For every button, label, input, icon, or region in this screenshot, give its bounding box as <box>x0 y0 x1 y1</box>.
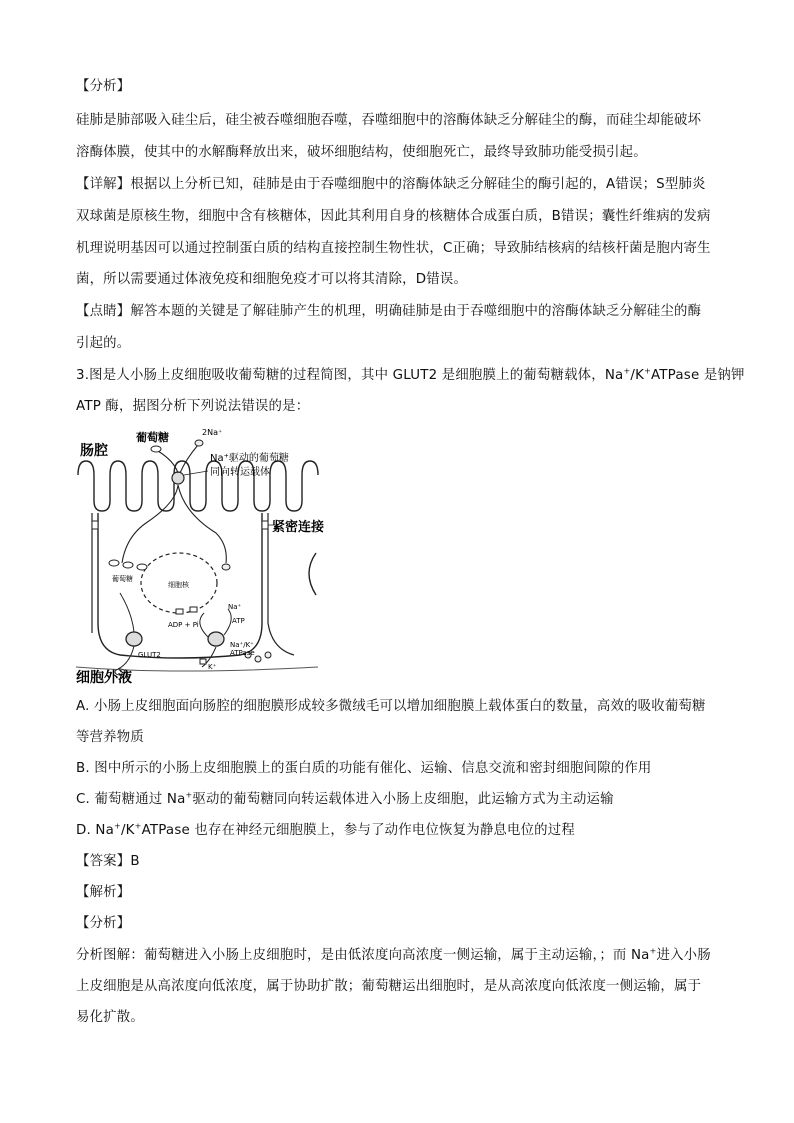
analysis-line-1: 硅肺是肺部吸入硅尘后，硅尘被吞噬细胞吞噬，吞噬细胞中的溶酶体缺乏分解硅尘的酶，而硅尘却能破坏 <box>76 113 702 128</box>
glut2-arrow <box>118 593 134 669</box>
label-adp: ADP + Pi <box>168 621 199 629</box>
tight-junction-right <box>262 521 268 529</box>
symporter-inflow <box>158 445 198 473</box>
glucose-in-3 <box>137 564 147 570</box>
detail-line-3: 机理说明基因可以通过控制蛋白质的结构直接控制生物性状，C正确；导致肺结核病的结核杆菌是胞内寄生 <box>76 241 711 256</box>
sodium-out-3 <box>265 652 271 658</box>
atpase-pump <box>208 632 224 646</box>
sodium-ion <box>195 440 203 446</box>
glucose-in-2 <box>123 562 133 568</box>
label-symporter-2: 同向转运载体 <box>210 467 270 478</box>
label-tight-junction: 紧密连接 <box>272 520 325 535</box>
option-c-sup: + <box>185 790 193 800</box>
label-glucose-inner: 葡萄糖 <box>112 575 133 583</box>
question-sup-1: + <box>623 366 631 376</box>
sodium-in-1 <box>222 564 230 570</box>
option-c <box>76 790 726 810</box>
label-symporter-1: Na⁺驱动的葡萄糖 <box>210 453 289 464</box>
question-sup-2: + <box>644 366 651 376</box>
label-lumen: 肠腔 <box>80 443 108 459</box>
sodium-out-2 <box>255 656 261 662</box>
question-line-1 <box>76 366 745 386</box>
symporter-pointer <box>184 471 208 475</box>
option-d-sup-2: + <box>134 821 142 831</box>
symporter-shape <box>172 472 184 484</box>
analysis2-line-3: 易化扩散。 <box>76 1010 144 1025</box>
microvilli-membrane <box>78 461 318 511</box>
label-extracellular: 细胞外液 <box>76 670 132 685</box>
comment-line-1: 【点睛】解答本题的关键是了解硅肺产生的机理，明确硅肺是由于吞噬细胞中的溶酶体缺乏分解硅尘的酶 <box>76 304 702 319</box>
adp-square-2 <box>190 607 197 612</box>
comment-line-2: 引起的。 <box>76 336 131 351</box>
question-text-a: 3.图是人小肠上皮细胞吸收葡萄糖的过程简图，其中 GLUT2 是细胞膜上的葡萄糖载体，Na <box>76 368 624 383</box>
tight-junction-left <box>92 521 98 529</box>
neighbor-cell-arc <box>309 553 316 595</box>
option-d-text-b: /K <box>120 823 135 838</box>
label-glut2: GLUT2 <box>138 651 161 659</box>
analysis-heading: 【分析】 <box>76 79 131 94</box>
option-b: B. 图中所示的小肠上皮细胞膜上的蛋白质的功能有催化、运输、信息交流和密封细胞间隙的作用 <box>76 761 652 776</box>
option-a-line-2: 等营养物质 <box>76 730 144 745</box>
right-cell-wall <box>240 513 262 655</box>
label-nucleus: 细胞核 <box>168 581 189 589</box>
intestinal-cell-diagram <box>76 423 326 685</box>
left-cell-wall <box>98 513 120 655</box>
question-text-b: /K <box>630 368 645 383</box>
symporter-arrows <box>122 485 226 563</box>
label-glucose-top: 葡萄糖 <box>136 431 169 444</box>
analysis2-text-a: 分析图解：葡萄糖进入小肠上皮细胞时，是由低浓度向高浓度一侧运输，属于主动运输，；而 Na <box>76 948 650 963</box>
detail-line-1: 【详解】根据以上分析已知，硅肺是由于吞噬细胞中的溶酶体缺乏分解硅尘的酶引起的，A错误；S型肺炎 <box>76 177 706 192</box>
label-atpase-2: ATPase <box>230 649 255 657</box>
option-d-text-a: D. Na <box>76 823 115 838</box>
analysis2-heading: 【分析】 <box>76 916 131 931</box>
explain-heading: 【解析】 <box>76 885 131 900</box>
detail-line-4: 菌，所以需要通过体液免疫和细胞免疫才可以将其清除，D错误。 <box>76 272 468 287</box>
detail-line-2: 双球菌是原核生物，细胞中含有核糖体，因此其利用自身的核糖体合成蛋白质，B错误；囊性纤维病的发病 <box>76 209 711 224</box>
label-atpase-1: Na⁺/K⁺ <box>230 641 254 649</box>
adp-square-1 <box>176 609 183 614</box>
question-line-2: ATP 酶，据图分析下列说法错误的是： <box>76 399 310 414</box>
answer: 【答案】B <box>76 854 140 869</box>
glucose-molecule <box>151 446 161 452</box>
analysis-line-2: 溶酶体膜，使其中的水解酶释放出来，破坏细胞结构，使细胞死亡，最终导致肺功能受损引起。 <box>76 145 647 160</box>
label-two-na: 2Na⁺ <box>202 428 223 437</box>
label-atp: ATP <box>232 617 245 625</box>
label-k: K⁺ <box>208 663 217 671</box>
option-d <box>76 821 726 841</box>
glut2-carrier <box>126 632 142 646</box>
glucose-in-1 <box>109 560 119 566</box>
option-d-text-c: ATPase 也存在神经元细胞膜上，参与了动作电位恢复为静息电位的过程 <box>141 823 575 838</box>
analysis2-sup: + <box>649 946 657 956</box>
potassium-square <box>200 659 206 664</box>
label-na: Na⁺ <box>228 603 242 611</box>
analysis2-text-b: 进入小肠 <box>656 948 711 963</box>
option-c-text-a: C. 葡萄糖通过 Na <box>76 792 186 807</box>
analysis2-line-2: 上皮细胞是从高浓度向低浓度，属于协助扩散；葡萄糖运出细胞时，是从高浓度向低浓度一侧运输，属于 <box>76 979 702 994</box>
analysis2-line-1 <box>76 946 726 966</box>
question-text-c: ATPase 是钠钾 <box>650 368 745 383</box>
option-a-line-1: A. 小肠上皮细胞面向肠腔的细胞膜形成较多微绒毛可以增加细胞膜上载体蛋白的数量，高效的吸收葡萄糖 <box>76 699 706 714</box>
option-c-text-b: 驱动的葡萄糖同向转运载体进入小肠上皮细胞，此运输方式为主动运输 <box>192 792 614 807</box>
option-d-sup-1: + <box>114 821 121 831</box>
